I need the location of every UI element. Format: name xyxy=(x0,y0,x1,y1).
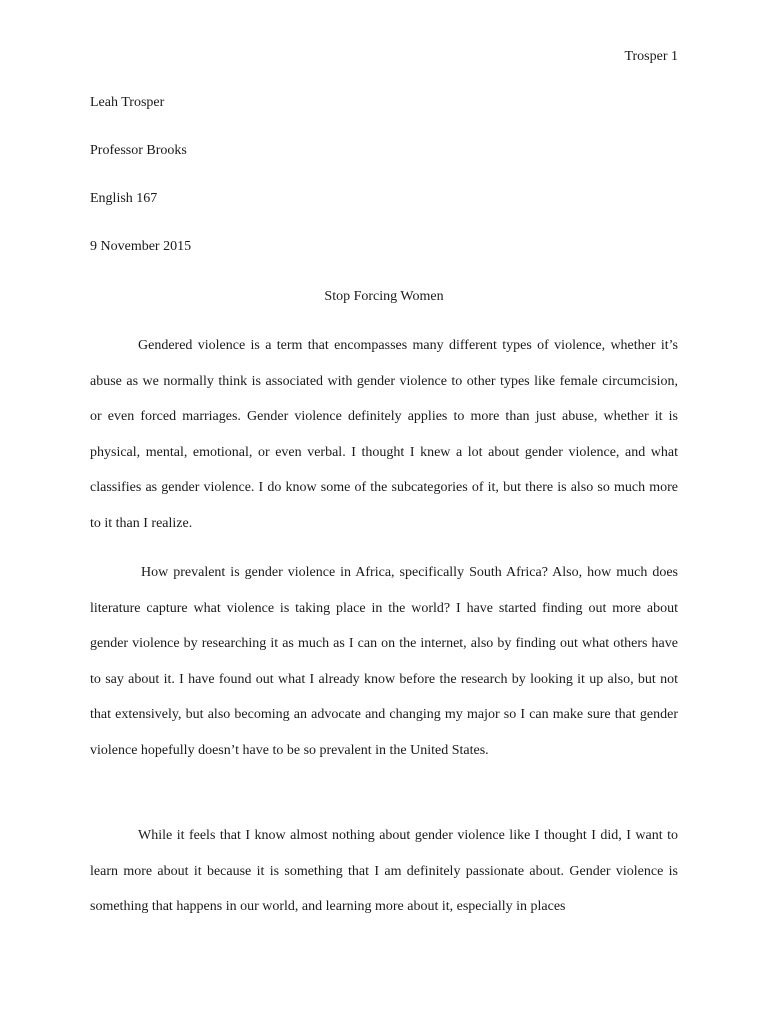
paragraph-1: Gendered violence is a term that encompasses many different types of violence, whether it’s abuse as we normally think is associated with gender violence to other types like female circumcision, or even forced marriages. Gender violence definitely applies to more than just abuse, whether it is physical, mental, emotional, or even verbal. I thought I knew a lot about gender violence, and what classifies as gender violence. I do know some of the subcategories of it, but there is also so much more to it than I realize. xyxy=(90,338,678,531)
running-head: Trosper 1 xyxy=(624,49,678,64)
course-name: English 167 xyxy=(90,191,158,206)
paragraph-3: While it feels that I know almost nothing about gender violence like I thought I did, I want to learn more about it because it is something that I am definitely passionate about. Gender violence is something that happens in our world, and learning more about it, especially in places xyxy=(90,828,678,915)
essay-title: Stop Forcing Women xyxy=(324,289,444,304)
author-name: Leah Trosper xyxy=(90,95,165,110)
essay-date: 9 November 2015 xyxy=(90,239,192,254)
paragraph-2: How prevalent is gender violence in Africa, specifically South Africa? Also, how much does literature capture what violence is taking place in the world? I have started finding out more about gender violence by researching it as much as I can on the internet, also by finding out what others have to say about it. I have found out what I already know before the research by looking it up also, but not that extensively, but also becoming an advocate and changing my major so I can make sure that gender violence hopefully doesn’t have to be so prevalent in the United States. xyxy=(90,565,678,758)
professor-name: Professor Brooks xyxy=(90,143,187,158)
